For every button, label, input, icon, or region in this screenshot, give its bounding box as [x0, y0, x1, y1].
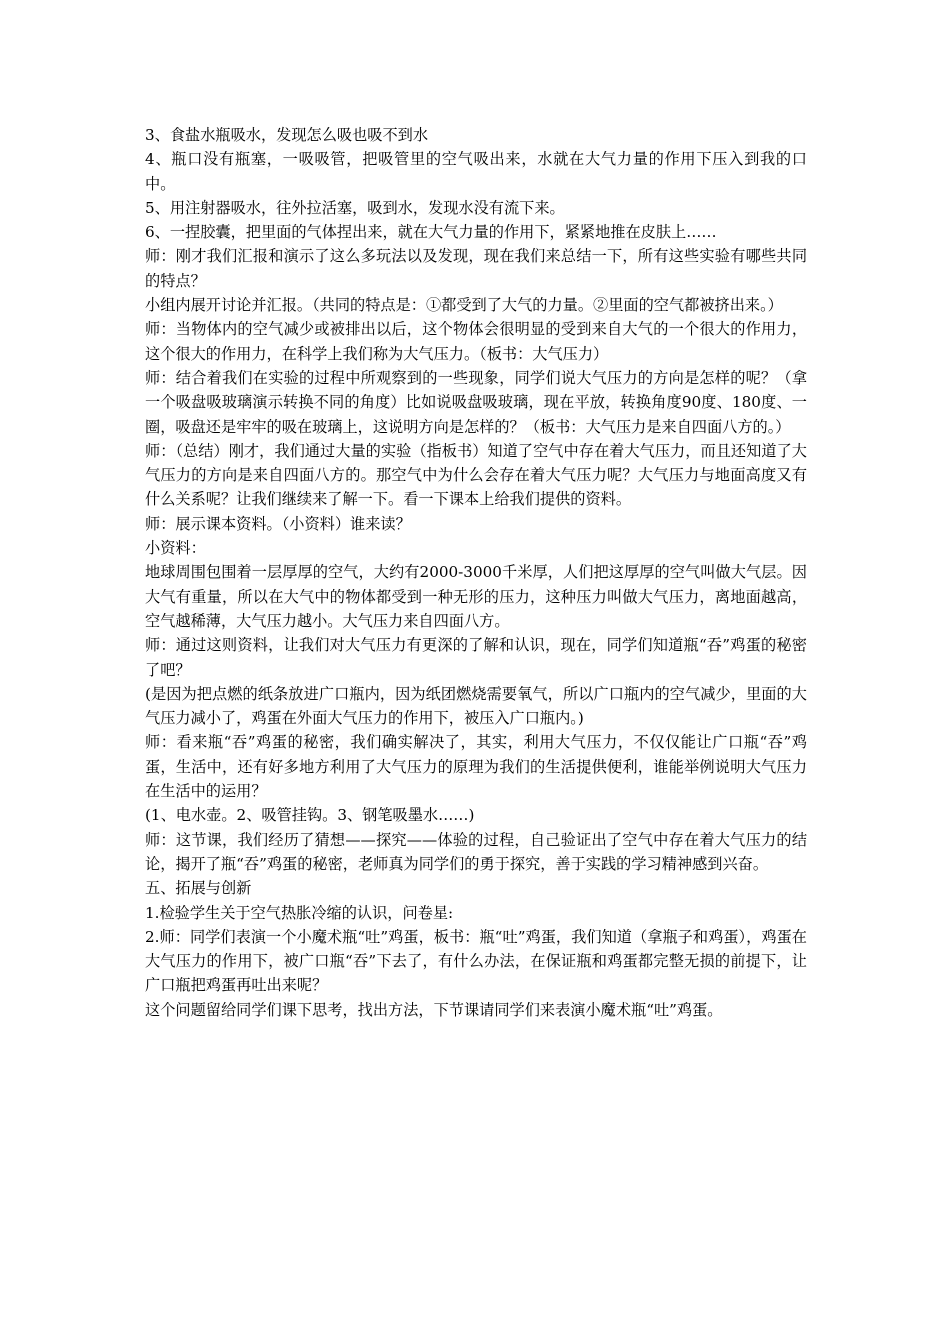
paragraph-item-5: 5、用注射器吸水，往外拉活塞，吸到水，发现水没有流下来。	[145, 198, 565, 217]
paragraph-application-examples: (1、电水壶。2、吸管挂钩。3、钢笔吸墨水……)	[145, 806, 475, 825]
paragraph-teacher-closing: 师：这节课，我们经历了猜想——探究——体验的过程，自己验证出了空气中存在着大气压力的结论，揭开了瓶“吞”鸡蛋的秘密，老师真为同学们的勇于探究，善于实践的学习精神感到兴奋。	[145, 830, 807, 873]
paragraph-teacher-summary-question: 师：刚才我们汇报和演示了这么多玩法以及发现，现在我们来总结一下，所有这些实验有哪些共同的特点？	[145, 247, 807, 290]
paragraph-teacher-show-material: 师：展示课本资料。（小资料）谁来读？	[145, 514, 411, 533]
paragraph-extension-item-1: 1.检验学生关于空气热胀冷缩的认识，问卷星:	[145, 903, 454, 922]
paragraph-homework: 这个问题留给同学们课下思考，找出方法，下节课请同学们来表演小魔术瓶“吐”鸡蛋。	[145, 1000, 723, 1019]
paragraph-item-6: 6、一捏胶囊，把里面的气体捏出来，就在大气力量的作用下，紧紧地推在皮肤上……	[145, 223, 717, 242]
paragraph-teacher-egg-secret: 师：通过这则资料，让我们对大气压力有更深的了解和认识，现在，同学们知道瓶“吞”鸡蛋的秘密了吧？	[145, 636, 807, 679]
paragraph-egg-explanation: (是因为把点燃的纸条放进广口瓶内，因为纸团燃烧需要氧气，所以广口瓶内的空气减少，里面的大气压力减小了，鸡蛋在外面大气压力的作用下，被压入广口瓶内。)	[145, 684, 807, 728]
section-heading-extension: 五、拓展与创新	[145, 879, 252, 898]
paragraph-material-content: 地球周围包围着一层厚厚的空气，大约有2000-3000千米厚，人们把这厚厚的空气叫做大气层。因大气有重量，所以在大气中的物体都受到一种无形的压力，这种压力叫做大气压力，离地面越高，空气越稀薄，大气压力越小。大气压力来自四面八方。	[145, 563, 807, 630]
paragraph-teacher-pressure-definition: 师：当物体内的空气减少或被排出以后，这个物体会很明显的受到来自大气的一个很大的作用力，这个很大的作用力，在科学上我们称为大气压力。（板书：大气压力）	[145, 320, 807, 363]
paragraph-item-4: 4、瓶口没有瓶塞，一吸吸管，把吸管里的空气吸出来，水就在大气力量的作用下压入到我的口中。	[145, 150, 807, 193]
paragraph-teacher-applications: 师：看来瓶“吞”鸡蛋的秘密，我们确实解决了，其实，利用大气压力，不仅仅能让广口瓶“吞”鸡蛋，生活中，还有好多地方利用了大气压力的原理为我们的生活提供便利，谁能举例说明大气压力在生活中的运用？	[145, 733, 807, 801]
paragraph-group-discussion: 小组内展开讨论并汇报。（共同的特点是：①都受到了大气的力量。②里面的空气都被挤出来。）	[145, 296, 783, 315]
paragraph-teacher-pressure-direction: 师：结合着我们在实验的过程中所观察到的一些现象，同学们说大气压力的方向是怎样的呢？（拿一个吸盘吸玻璃演示转换不同的角度）比如说吸盘吸玻璃，现在平放，转换角度90度、180度、一圈，吸盘还是牢牢的吸在玻璃上，这说明方向是怎样的？（板书：大气压力是来自四面八方的。）	[145, 368, 807, 436]
paragraph-teacher-conclusion: 师：（总结）刚才，我们通过大量的实验（指板书）知道了空气中存在着大气压力，而且还知道了大气压力的方向是来自四面八方的。那空气中为什么会存在着大气压力呢？大气压力与地面高度又有什么关系呢？让我们继续来了解一下。看一下课本上给我们提供的资料。	[145, 441, 807, 509]
paragraph-extension-item-2: 2.师：同学们表演一个小魔术瓶“吐”鸡蛋，板书：瓶“吐”鸡蛋，我们知道（拿瓶子和鸡蛋），鸡蛋在大气压力的作用下，被广口瓶“吞”下去了，有什么办法，在保证瓶和鸡蛋都完整无损的前提下，让广口瓶把鸡蛋再吐出来呢？	[145, 927, 807, 995]
document-body	[145, 123, 807, 1022]
paragraph-material-heading: 小资料：	[145, 539, 206, 558]
paragraph-item-3: 3、食盐水瓶吸水，发现怎么吸也吸不到水	[145, 126, 429, 144]
